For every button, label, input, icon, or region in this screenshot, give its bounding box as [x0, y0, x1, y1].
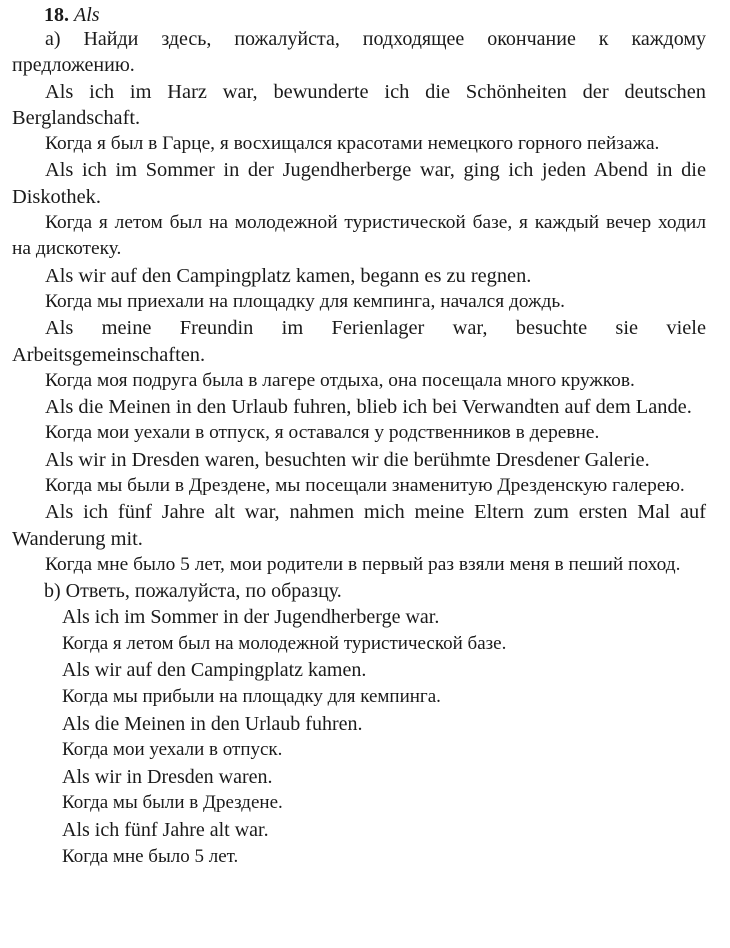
sentence-de: Als die Meinen in den Urlaub fuhren, blieb ich bei Verwandten auf dem Lande. [45, 396, 692, 419]
exercise-title: Als [74, 4, 100, 26]
exercise-header [44, 4, 730, 26]
part-a [0, 26, 730, 578]
example-line-de: Als wir auf den Campingplatz kamen. [62, 659, 367, 682]
sentence-ru: Когда мы приехали на площадку для кемпинга, начался дождь. [45, 290, 566, 312]
sentence-de: Als ich fünf Jahre alt war, nahmen mich meine Eltern zum ersten Mal auf Wanderung mit. [12, 501, 706, 550]
example-line-de: Als ich im Sommer in der Jugendherberge war. [62, 606, 440, 629]
sentence-ru: Когда я был в Гарце, я восхищался красотами немецкого горного пейзажа. [45, 133, 660, 155]
example-line-ru: Когда мне было 5 лет. [62, 845, 239, 867]
example-line-ru: Когда мои уехали в отпуск. [62, 739, 283, 761]
example-line-de: Als die Meinen in den Urlaub fuhren. [62, 712, 363, 735]
example-line-de: Als ich fünf Jahre alt war. [62, 818, 269, 841]
part-b-instruction: b) Ответь, пожалуйста, по образцу. [44, 580, 342, 603]
exercise-number: 18. [44, 4, 69, 26]
sentence-ru: Когда моя подруга была в лагере отдыха, она посещала много кружков. [45, 369, 635, 391]
example-line-ru: Когда мы были в Дрездене. [62, 792, 283, 814]
sentence-de: Als wir auf den Campingplatz kamen, begann es zu regnen. [45, 264, 532, 287]
part-a-instruction: a) Найди здесь, пожалуйста, подходящее окончание к каждому предложению. [12, 28, 706, 77]
example-line-de: Als wir in Dresden waren. [62, 765, 273, 788]
sentence-de: Als wir in Dresden waren, besuchten wir die berühmte Dresdener Galerie. [45, 448, 650, 471]
sentence-de: Als ich im Harz war, bewunderte ich die Schönheiten der deutschen Berglandschaft. [12, 80, 706, 129]
example-line-ru: Когда я летом был на молодежной туристической базе. [62, 632, 507, 654]
sentence-de: Als ich im Sommer in der Jugendherberge war, ging ich jeden Abend in die Diskothek. [12, 159, 706, 208]
sentence-ru: Когда мне было 5 лет, мои родители в первый раз взяли меня в пеший поход. [45, 553, 681, 575]
sentence-ru: Когда мои уехали в отпуск, я оставался у родственников в деревне. [45, 422, 600, 444]
sentence-ru: Когда мы были в Дрездене, мы посещали знаменитую Дрезденскую галерею. [45, 475, 685, 497]
sentence-ru: Когда я летом был на молодежной туристической базе, я каждый вечер ходил на дискотеку. [12, 212, 706, 260]
sentence-de: Als meine Freundin im Ferienlager war, besuchte sie viele Arbeitsgemeinschaften. [12, 317, 706, 366]
example-line-ru: Когда мы прибыли на площадку для кемпинга. [62, 686, 441, 708]
part-b-examples [0, 604, 730, 870]
